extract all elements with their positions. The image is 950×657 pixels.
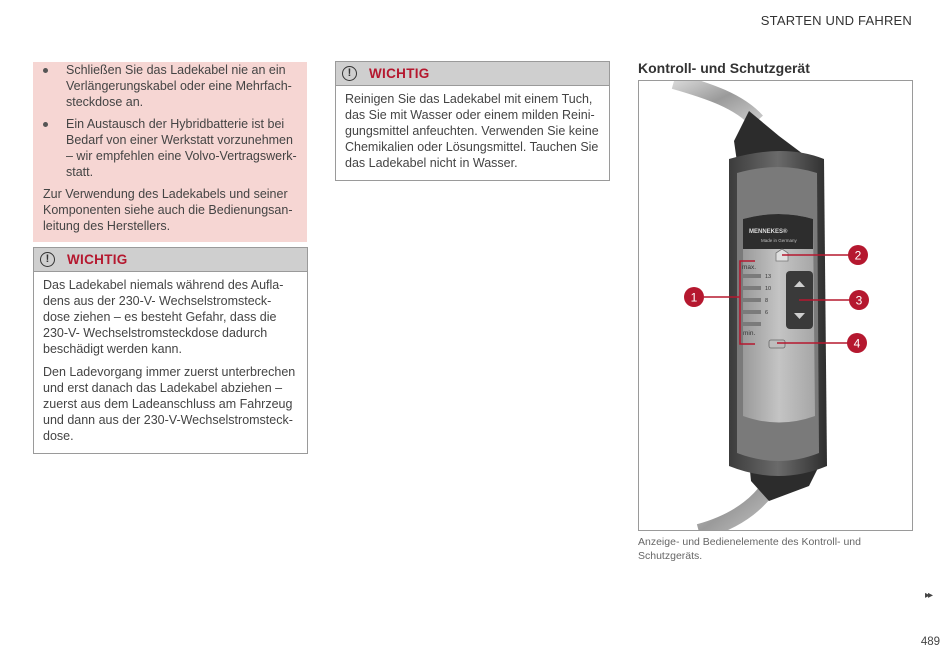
warning-list [33,62,307,180]
scale-value: 8 [765,298,769,304]
section-title: STARTEN UND FAHREN [760,13,912,28]
callout-2-label: 2 [854,248,862,263]
callout-1-label: 1 [690,290,698,305]
figure-frame [638,80,913,531]
callout-3-label: 3 [855,293,863,308]
made-in-label: Made in Germany [761,238,797,243]
warning-box [33,62,307,242]
bullet-icon [43,122,48,127]
important-header [34,248,307,272]
important-header [336,62,609,86]
scale-value: 10 [765,286,772,292]
reset-button [769,340,785,348]
scale-segment [743,274,761,278]
scale-max-label: max. [742,264,757,271]
list-item: Ein Austausch der Hybridbatterie ist bei Bedarf von einer Werkstatt vorzunehmen – wir empfehlen eine Volvo-Vertragswerk-statt. [33,116,307,180]
figure-title: Kontroll- und Schutzgerät [638,60,810,76]
figure-caption: Anzeige- und Bedienelemente des Kontroll- und Schutzgeräts. [638,536,861,562]
exclamation-icon: ! [342,66,357,81]
important-label: WICHTIG [67,251,128,267]
important-box-1 [33,247,308,454]
exclamation-icon: ! [40,252,55,267]
important-box-2 [335,61,610,181]
paragraph: Das Ladekabel niemals während des Aufla-dens aus der 230-V- Wechselstromsteck-dose ziehen – es besteht Gefahr, dass die 230-V- Wechselstromsteckdose dadurch beschädigt werden kann. [43,278,284,356]
double-arrow-right-icon: ▸▸ [925,590,932,601]
important-label: WICHTIG [369,65,430,81]
list-item: Schließen Sie das Ladekabel nie an ein Verlängerungskabel oder eine Mehrfach-steckdose an. [33,62,307,110]
scale-segment [743,286,761,290]
page-number: 489 [920,636,940,648]
scale-segment [743,310,761,314]
warning-note: Zur Verwendung des Ladekabels und seiner Komponenten siehe auch die Bedienungsan-leitung des Herstellers. [43,187,293,233]
scale-segment [743,322,761,326]
important-body [336,86,609,180]
charging-control-unit-illustration [639,81,913,531]
scale-value: 13 [765,274,772,280]
scale-segment [743,298,761,302]
paragraph: Reinigen Sie das Ladekabel mit einem Tuch, das Sie mit Wasser oder einem milden Reini-gungsmittel anfeuchten. Verwenden Sie keine Chemikalien oder Lösungsmittel. Tauchen Sie das Ladekabel nicht in Wasser. [345,92,599,170]
important-body [34,272,307,453]
paragraph: Den Ladevorgang immer zuerst unterbrechen und erst danach das Ladekabel abziehen – zuerst aus dem Ladeanschluss am Fahrzeug und dann aus der 230-V-Wechselstromsteck-dose. [43,365,296,443]
bullet-icon [43,68,48,73]
scale-value: 6 [765,310,769,316]
cable-top [674,81,757,121]
brand-label: MENNEKES® [749,229,788,235]
callout-4-label: 4 [853,336,861,351]
scale-min-label: min. [743,330,756,337]
